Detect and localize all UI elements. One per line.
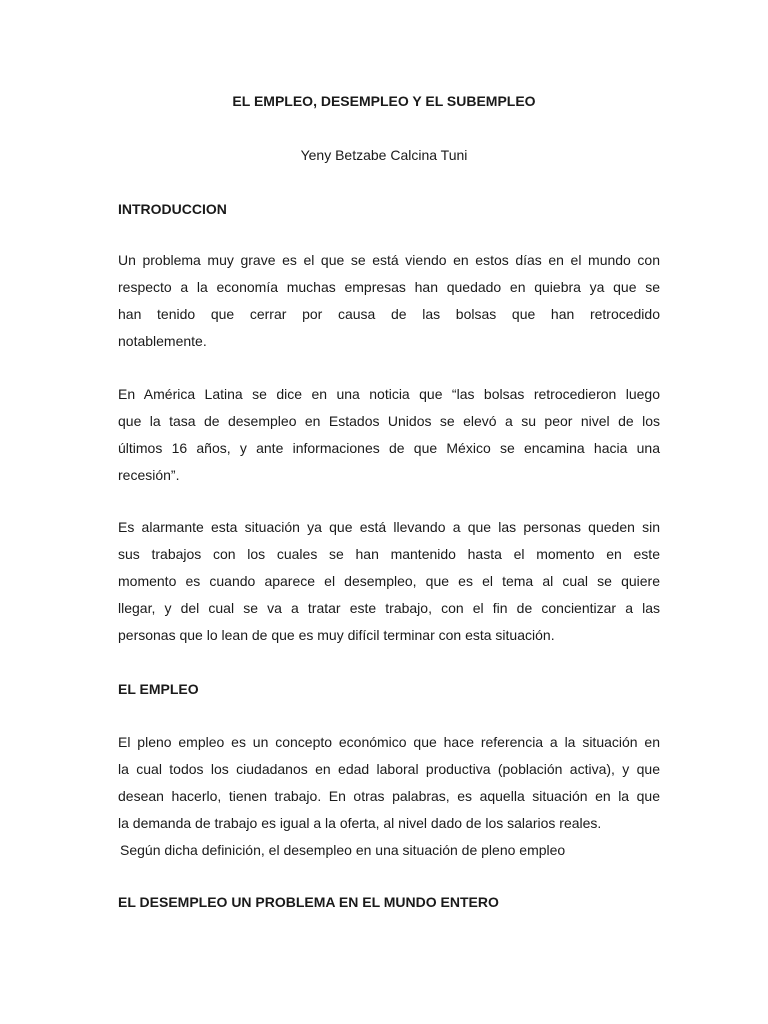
text-line: Un problema muy grave es el que se está viendo en estos días en el mundo con <box>118 252 660 268</box>
text-line: la cual todos los ciudadanos en edad laboral productiva (población activa), y que <box>118 761 660 777</box>
text-line: Es alarmante esta situación ya que está llevando a que las personas queden sin <box>118 519 660 535</box>
text-line: respecto a la economía muchas empresas han quedado en quiebra ya que se <box>118 279 660 295</box>
text-line: han tenido que cerrar por causa de las bolsas que han retrocedido <box>118 306 660 322</box>
text-line: Según dicha definición, el desempleo en una situación de pleno empleo <box>120 842 566 858</box>
section-heading-el-empleo: EL EMPLEO <box>118 681 199 697</box>
text-line: notablemente. <box>118 333 207 349</box>
text-line: personas que lo lean de que es muy difícil terminar con esta situación. <box>118 627 555 643</box>
text-line: En América Latina se dice en una noticia que “las bolsas retrocedieron luego <box>118 386 660 402</box>
document-title: EL EMPLEO, DESEMPLEO Y EL SUBEMPLEO <box>232 93 536 109</box>
text-line: últimos 16 años, y ante informaciones de que México se encamina hacia una <box>118 440 660 456</box>
paragraph-intro-2 <box>118 381 660 489</box>
section-heading-introduccion: INTRODUCCION <box>118 201 227 217</box>
paragraph-intro-1 <box>118 247 660 355</box>
text-line: la demanda de trabajo es igual a la oferta, al nivel dado de los salarios reales. <box>118 815 602 831</box>
text-line: momento es cuando aparece el desempleo, que es el tema al cual se quiere <box>118 573 660 589</box>
text-line: El pleno empleo es un concepto económico que hace referencia a la situación en <box>118 734 660 750</box>
text-line: que la tasa de desempleo en Estados Unidos se elevó a su peor nivel de los <box>118 413 660 429</box>
author-name: Yeny Betzabe Calcina Tuni <box>300 147 468 163</box>
paragraph-empleo-1 <box>118 729 660 864</box>
text-line: llegar, y del cual se va a tratar este trabajo, con el fin de concientizar a las <box>118 600 660 616</box>
text-line: recesión”. <box>118 467 180 483</box>
section-heading-el-desempleo: EL DESEMPLEO UN PROBLEMA EN EL MUNDO ENTERO <box>118 894 499 910</box>
text-line: desean hacerlo, tienen trabajo. En otras palabras, es aquella situación en la que <box>118 788 660 804</box>
text-line: sus trabajos con los cuales se han mantenido hasta el momento en este <box>118 546 660 562</box>
paragraph-intro-3 <box>118 514 660 649</box>
